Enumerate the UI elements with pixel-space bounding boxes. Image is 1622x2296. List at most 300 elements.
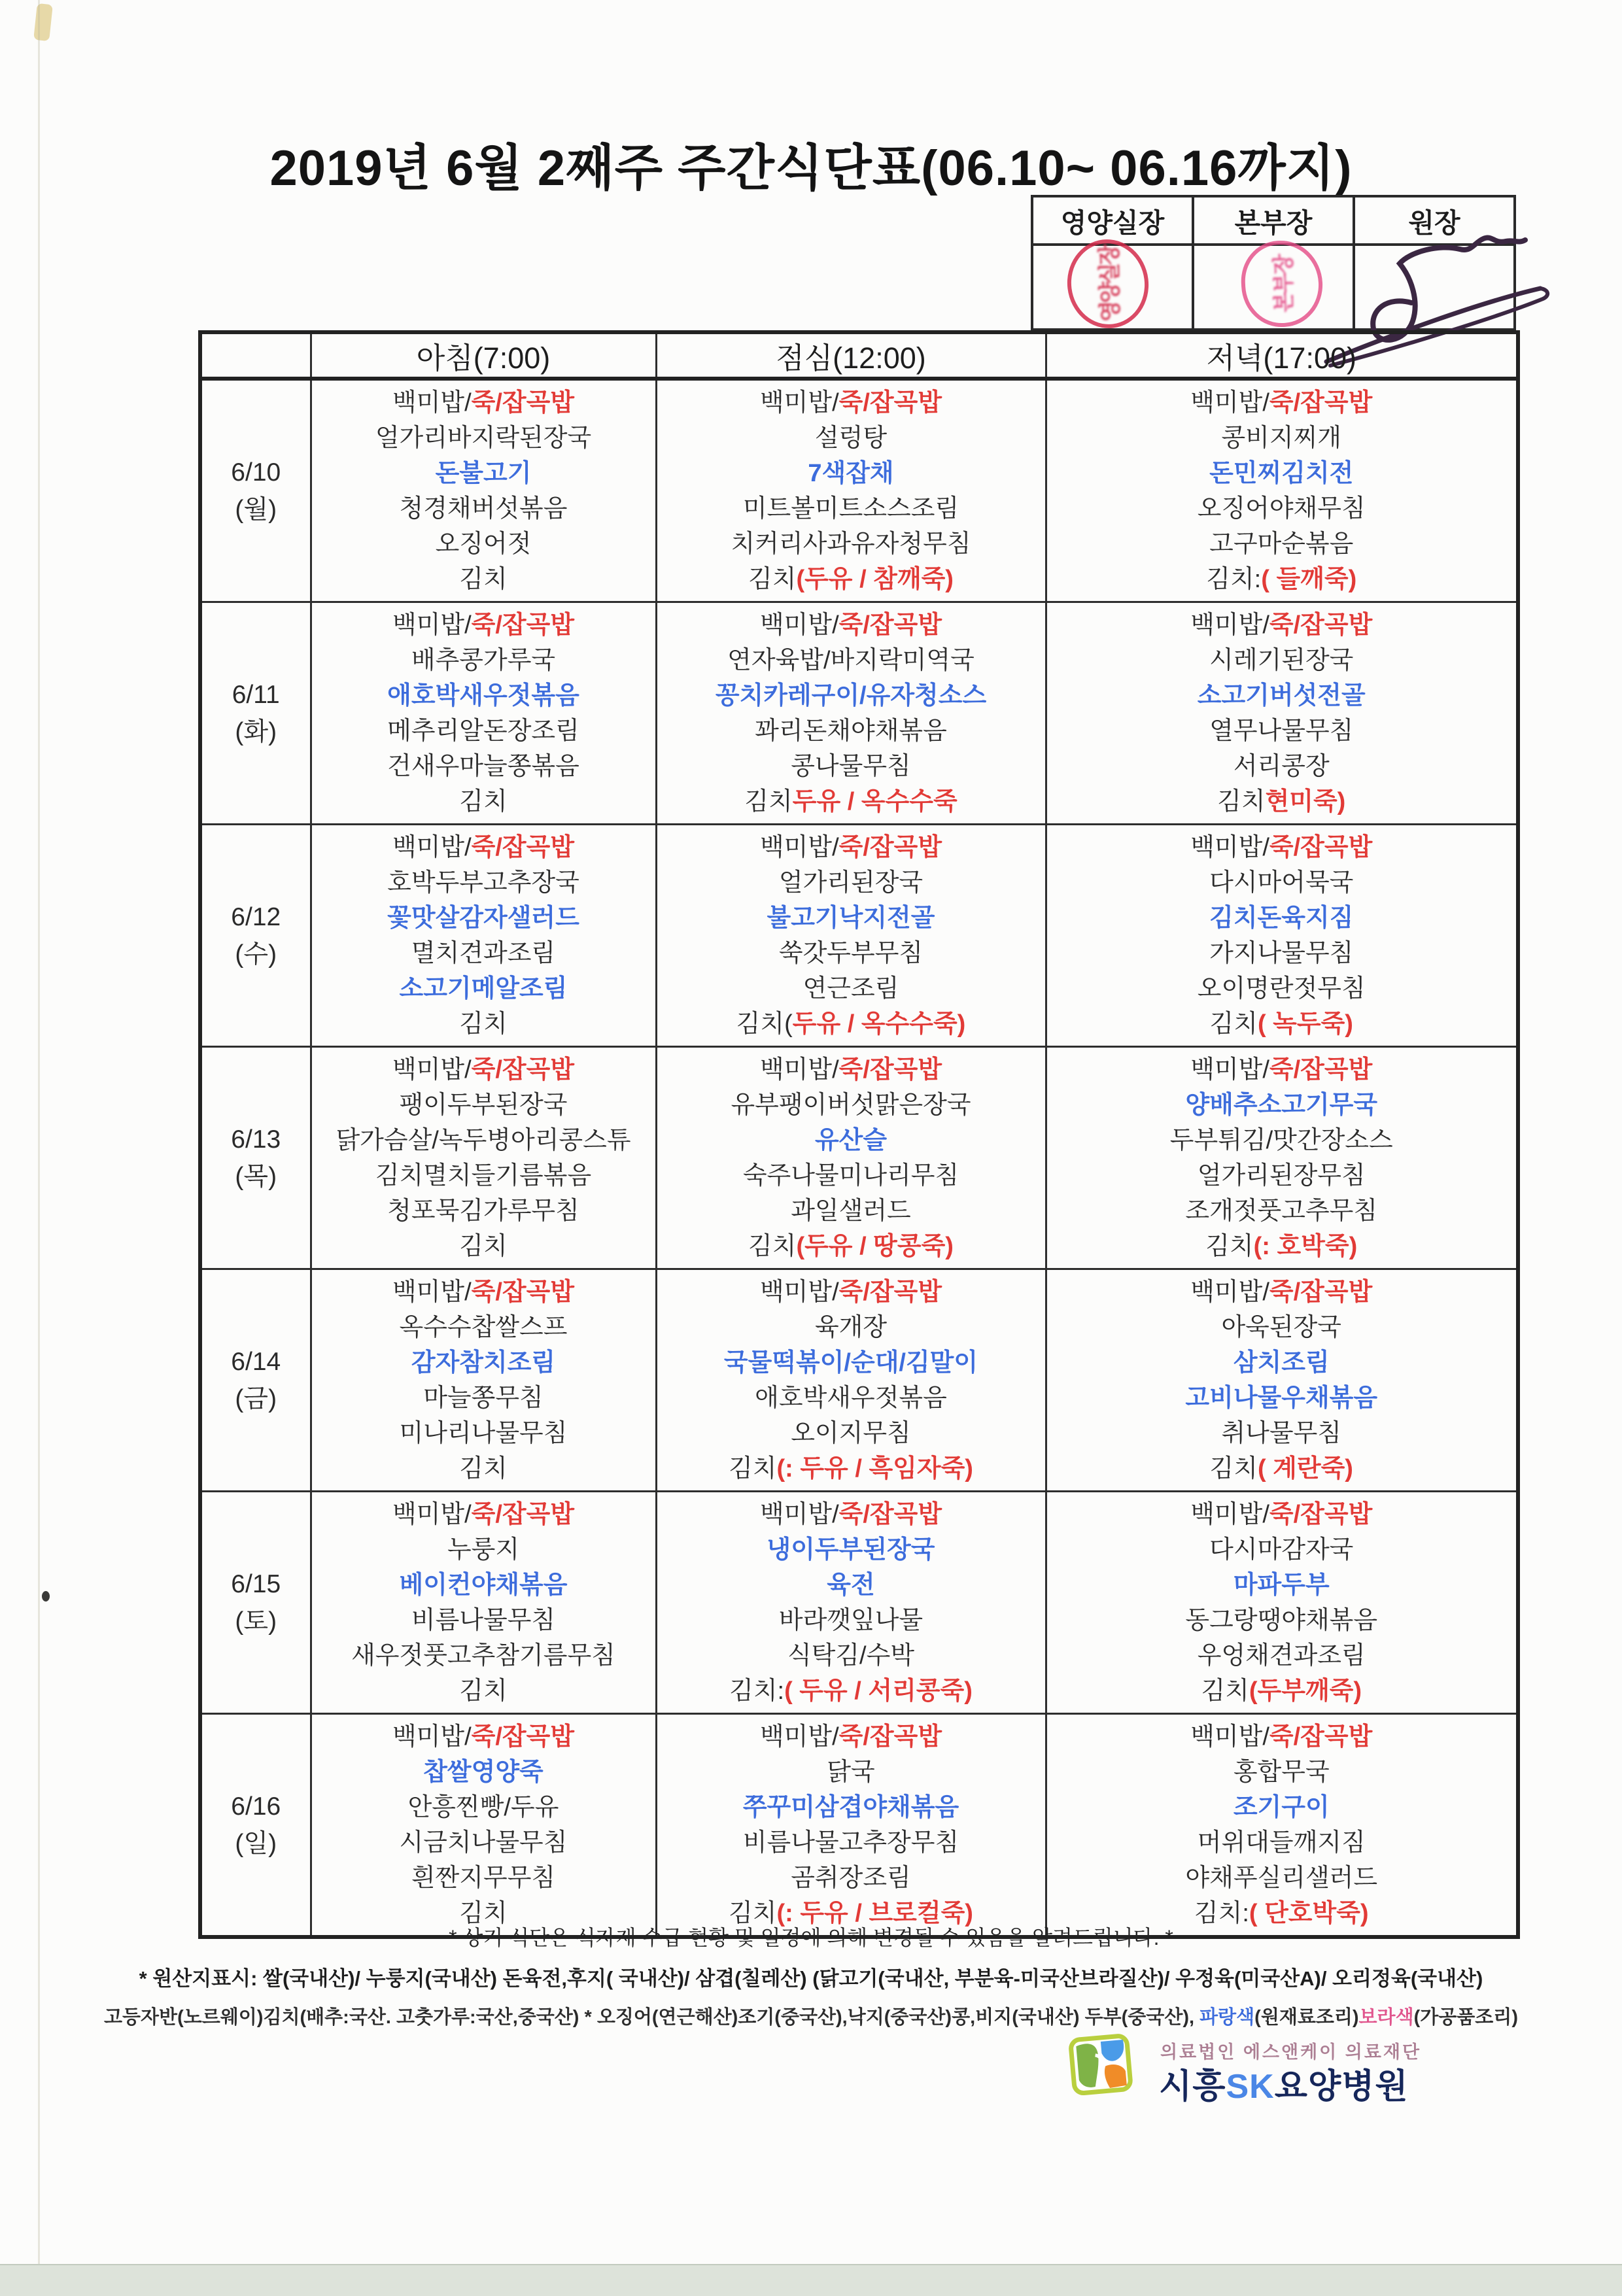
text-segment: 냉이두부된장국 [767,1535,935,1564]
text-segment: 김치 [459,1677,508,1705]
text-segment: 우엉채견과조림 [1197,1641,1366,1670]
meal-item [312,713,655,749]
text-segment: 백미밥/ [1190,1722,1269,1751]
meal-item [312,1123,655,1158]
text-segment: 흰짠지무무침 [411,1864,556,1892]
meal-item [1047,900,1517,936]
text-segment: 백미밥/ [759,1722,839,1751]
meal-item [1047,1568,1517,1603]
text-segment: 감자참치조림 [411,1348,556,1377]
meal-item [657,1275,1045,1310]
text-segment: 김치 [459,787,508,815]
text-segment: 돈민찌김치전 [1209,459,1354,487]
text-segment: (: 두유 / 브로컬죽) [776,1899,973,1927]
meal-item [312,830,655,865]
text-segment: 홍합무국 [1233,1758,1330,1786]
meal-item [312,1158,655,1193]
meal-item [312,1790,655,1825]
text-segment: 7색잡채 [808,459,894,487]
meal-item [1047,784,1517,819]
text-segment: 백미밥/ [759,388,839,417]
text-segment: 백미밥/ [392,1055,472,1084]
text-segment: 미트볼미트소스조림 [742,494,959,523]
dinner-cell [1046,602,1518,825]
text-segment: 육개장 [814,1313,888,1341]
text-segment: 오징어젓 [435,530,532,558]
text-segment: 김치 [1209,1454,1258,1482]
dinner-cell [1046,1269,1518,1492]
text-segment: 동그랑땡야채볶음 [1185,1606,1378,1634]
dinner-column-header: 저녁(17:00) [1046,332,1518,379]
meal-item [657,1860,1045,1896]
meal-item [657,1755,1045,1790]
text-segment: 숙주나물미나리무침 [742,1161,959,1190]
text-segment: (원재료조리) [1254,2007,1359,2028]
meal-item [657,784,1045,819]
meal-item [657,865,1045,900]
table-row [200,1714,1518,1938]
hospital-name [1159,2059,1409,2108]
meal-item [657,456,1045,491]
text-segment: 호박두부고추장국 [387,868,579,897]
text-segment: 다시마감자국 [1209,1535,1354,1564]
text-segment: 백미밥/ [759,1500,839,1528]
weekday-label: (일) [235,1829,277,1858]
dinner-cell [1046,379,1518,602]
text-segment: 두유 / 옥수수죽 [792,787,958,815]
meal-item [1047,1158,1517,1193]
weekday-label: (토) [235,1607,277,1636]
text-segment: 누룽지 [447,1535,520,1564]
text-segment: 김치 [459,1010,508,1038]
text-segment: 연자육밥/바지락미역국 [727,646,975,674]
date-label: 6/14 [231,1347,281,1376]
text-segment: 아욱된장국 [1221,1313,1342,1341]
text-segment: 백미밥/ [1190,611,1269,639]
text-segment: 새우젓풋고추참기름무침 [351,1641,615,1670]
meal-item [312,784,655,819]
meal-item [1047,526,1517,562]
text-segment: ( 단호박죽) [1249,1899,1369,1927]
text-segment: (두유 / 참깨죽) [796,565,954,593]
text-segment: (가공품조리) [1413,2007,1518,2028]
text-segment: 콩나물무침 [791,752,911,780]
text-segment: 다시마어묵국 [1209,868,1354,897]
meal-item [1047,1719,1517,1755]
text-segment: (두부깨죽) [1249,1677,1362,1705]
text-segment: 죽/잡곡밥 [471,611,575,639]
day-cell [200,379,311,602]
meal-item [312,1603,655,1638]
meal-item [1047,749,1517,784]
text-segment: 김치 [459,1899,508,1927]
meal-item [657,1088,1045,1123]
text-segment: 죽/잡곡밥 [838,388,942,417]
text-segment: 조개젓풋고추무침 [1185,1197,1378,1225]
meal-item [1047,713,1517,749]
text-segment: 김치돈육지짐 [1209,904,1354,932]
text-segment: 얼가리된장국 [778,868,923,897]
text-segment: 죽/잡곡밥 [1269,1055,1373,1084]
text-segment: 육전 [827,1571,875,1599]
meal-item [1047,1310,1517,1345]
meal-item [312,1673,655,1709]
meal-item [1047,491,1517,526]
date-label: 6/13 [231,1125,281,1154]
text-segment: 가지나물무침 [1209,939,1354,967]
text-segment: 시금치나물무침 [399,1828,568,1857]
text-segment: 죽/잡곡밥 [1269,611,1373,639]
text-segment: 김치 [1201,1677,1249,1705]
text-segment: 쑥갓두부무침 [778,939,923,967]
text-segment: 백미밥/ [392,1500,472,1528]
text-segment: 백미밥/ [759,611,839,639]
day-cell [200,825,311,1047]
meal-item [312,1310,655,1345]
text-segment: 김치 [729,1899,777,1927]
meal-item [657,1310,1045,1345]
text-segment: 현미죽) [1265,787,1346,815]
text-segment: 얼가리바지락된장국 [375,424,592,452]
meal-item [312,385,655,420]
breakfast-cell [311,1047,656,1269]
text-segment: 김치멸치들기름볶음 [375,1161,592,1190]
text-segment: 청포묵김가루무침 [387,1197,579,1225]
text-segment: ( 두유 / 서리콩죽) [784,1677,973,1705]
meal-item [657,1825,1045,1860]
meal-item [312,1860,655,1896]
meal-item [1047,1275,1517,1310]
text-segment: 죽/잡곡밥 [1269,833,1373,861]
meal-item [312,526,655,562]
text-segment: 애호박새우젓볶음 [387,681,579,710]
weekday-label: (화) [235,717,277,746]
meal-item [312,1532,655,1568]
text-segment: 죽/잡곡밥 [471,1055,575,1084]
text-segment: 돈불고기 [435,459,532,487]
text-segment: 죽/잡곡밥 [471,388,575,417]
text-segment: 김치 [1205,1232,1254,1260]
meal-item [1047,1673,1517,1709]
text-segment: 팽이두부된장국 [399,1091,568,1119]
day-column-header [200,332,311,379]
table-row [200,825,1518,1047]
meal-item [1047,1006,1517,1042]
breakfast-cell [311,1714,656,1938]
meal-item [657,971,1045,1006]
text-segment: 죽/잡곡밥 [838,833,942,861]
meal-item [1047,608,1517,643]
text-segment: 김치 [748,1232,797,1260]
meal-item [1047,1123,1517,1158]
text-segment: 김치: [729,1677,785,1705]
meal-item [312,1345,655,1380]
origin-footnote-line2 [0,2002,1622,2029]
lunch-column-header: 점심(12:00) [656,332,1046,379]
text-segment: 꽈리돈채야채볶음 [755,717,947,745]
text-segment: 죽/잡곡밥 [838,1722,942,1751]
text-segment: 백미밥/ [392,833,472,861]
meal-item [657,643,1045,678]
day-cell [200,1492,311,1714]
text-segment: 고비나물우채볶음 [1185,1384,1378,1412]
breakfast-cell [311,602,656,825]
text-segment: 김치 [748,565,797,593]
hospital-name-sk: SK [1226,2068,1275,2106]
text-segment: 김치: [1194,1899,1249,1927]
lunch-cell [656,1714,1046,1938]
meal-item [657,562,1045,597]
meal-item [312,420,655,456]
text-segment: 야채푸실리샐러드 [1185,1864,1378,1892]
text-segment: 고구마순볶음 [1209,530,1354,558]
text-segment: (: 호박죽) [1253,1232,1358,1260]
date-label: 6/11 [232,680,280,709]
meal-item [657,526,1045,562]
meal-item [312,1006,655,1042]
meal-item [657,1380,1045,1416]
text-segment: 비름나물무침 [411,1606,556,1634]
meal-item [657,749,1045,784]
meal-item [312,643,655,678]
text-segment: 유산슬 [814,1126,888,1154]
text-segment: 죽/잡곡밥 [1269,1722,1373,1751]
text-segment: 죽/잡곡밥 [1269,1500,1373,1528]
meal-item [312,749,655,784]
text-segment: 과일샐러드 [791,1197,911,1225]
text-segment: 바라깻잎나물 [778,1606,923,1634]
text-segment: 옥수수찹쌀스프 [399,1313,568,1341]
meal-item [1047,1345,1517,1380]
weekday-label: (목) [235,1162,277,1191]
meal-item [1047,1638,1517,1673]
meal-item [1047,456,1517,491]
text-segment: 죽/잡곡밥 [471,1278,575,1306]
meal-item [312,1825,655,1860]
meal-item [1047,1532,1517,1568]
approval-header-division-head: 본부장 [1193,196,1354,245]
text-segment: 백미밥/ [1190,1055,1269,1084]
meal-item [312,562,655,597]
date-label: 6/12 [231,902,281,931]
meal-item [657,1603,1045,1638]
meal-item [1047,1790,1517,1825]
meal-item [657,678,1045,713]
text-segment: 설렁탕 [814,424,888,452]
text-segment: 백미밥/ [759,833,839,861]
text-segment: 마늘쫑무침 [423,1384,544,1412]
meal-item [312,900,655,936]
text-segment: 얼가리된장무침 [1197,1161,1366,1190]
text-segment: 조기구이 [1233,1793,1330,1821]
text-segment: 백미밥/ [759,1278,839,1306]
meal-item [1047,385,1517,420]
hospital-name-suffix: 요양병원 [1274,2068,1409,2106]
meal-item [1047,1603,1517,1638]
day-cell [200,1269,311,1492]
text-segment: 백미밥/ [759,1055,839,1084]
text-segment: 열무나물무침 [1209,717,1354,745]
meal-item [657,1568,1045,1603]
text-segment: 비름나물고추장무침 [742,1828,959,1857]
text-segment: 죽/잡곡밥 [1269,388,1373,417]
meal-item [312,1088,655,1123]
meal-item [1047,1052,1517,1088]
text-segment: 보라색 [1358,2007,1414,2028]
text-segment: 마파두부 [1233,1571,1330,1599]
meal-item [1047,830,1517,865]
lunch-cell [656,379,1046,602]
text-segment: 곰취장조림 [791,1864,911,1892]
text-segment: 양배추소고기무국 [1185,1091,1378,1119]
meal-item [657,713,1045,749]
hospital-name-prefix: 시흥 [1159,2068,1226,2106]
dinner-cell [1046,1047,1518,1269]
text-segment: 백미밥/ [392,611,472,639]
text-segment: 멸치견과조림 [411,939,556,967]
breakfast-cell [311,1492,656,1714]
text-segment: (두유 / 땅콩죽) [796,1232,954,1260]
text-segment: 두유 / 옥수수죽) [792,1010,966,1038]
breakfast-cell [311,1269,656,1492]
meal-item [312,1229,655,1264]
text-segment: 청경채버섯볶음 [399,494,568,523]
meal-item [312,936,655,971]
text-segment: 죽/잡곡밥 [838,611,942,639]
meal-item [312,1497,655,1532]
text-segment: 김치 [1217,787,1266,815]
text-segment: 머위대들깨지짐 [1197,1828,1366,1857]
text-segment: 서리콩장 [1233,752,1330,780]
breakfast-cell [311,825,656,1047]
meal-item [657,936,1045,971]
meal-item [657,1006,1045,1042]
meal-item [657,1052,1045,1088]
text-segment: 김치 [744,787,793,815]
hospital-logo-icon [1067,2032,1135,2098]
meal-item [657,1451,1045,1486]
meal-item [312,1638,655,1673]
text-segment: 오징어야채무침 [1197,494,1366,523]
meal-item [657,1123,1045,1158]
text-segment: 오이지무침 [791,1419,911,1447]
text-segment: 김치 [459,565,508,593]
text-segment: 미나리나물무침 [399,1419,568,1447]
text-segment: 백미밥/ [392,388,472,417]
table-row [200,379,1518,602]
text-segment: (: 두유 / 흑임자죽) [776,1454,973,1482]
text-segment: 콩비지찌개 [1221,424,1342,452]
lunch-cell [656,1269,1046,1492]
meal-item [657,900,1045,936]
meal-item [312,971,655,1006]
dinner-cell [1046,1714,1518,1938]
text-segment: 백미밥/ [392,1278,472,1306]
text-segment: 백미밥/ [1190,1500,1269,1528]
text-segment: 식탁김/수박 [787,1641,915,1670]
meal-item [1047,1193,1517,1229]
weekday-label: (금) [235,1384,277,1413]
menu-header-row [200,332,1518,379]
table-row [200,602,1518,825]
text-segment: 두부튀김/맛간장소스 [1169,1126,1393,1154]
meal-item [1047,562,1517,597]
text-segment: 시레기된장국 [1209,646,1354,674]
text-segment: 치커리사과유자청무침 [731,530,971,558]
origin-footnote-line1: * 원산지표시: 쌀(국내산)/ 누룽지(국내산) 돈육전,후지( 국내산)/ 삼겹(칠레산) (닭고기(국내산, 부분육-미국산브라질산)/ 우정육(미국산A)/ 오리정육(국내산) [139,1967,1483,1990]
text-segment: 백미밥/ [1190,388,1269,417]
approval-header-nutrition-chief: 영양실장 [1032,196,1193,245]
meal-item [312,608,655,643]
meal-item [657,385,1045,420]
meal-item [312,1451,655,1486]
text-segment: 김치 [459,1454,508,1482]
meal-item [1047,1825,1517,1860]
breakfast-cell [311,379,656,602]
text-segment: 안흥찐빵/두유 [407,1793,559,1821]
table-row [200,1047,1518,1269]
meal-item [1047,865,1517,900]
seal-glyphs: 영양실장 [1097,245,1124,322]
meal-item [312,456,655,491]
meal-item [312,678,655,713]
foundation-name: 의료법인 에스앤케이 의료재단 [1160,2042,1422,2062]
meal-item [1047,678,1517,713]
date-label: 6/10 [231,458,281,487]
meal-item [657,1345,1045,1380]
lunch-cell [656,602,1046,825]
meal-item [312,1416,655,1451]
table-row [200,1269,1518,1492]
lunch-cell [656,1047,1046,1269]
meal-item [1047,1088,1517,1123]
text-segment: 메추리알돈장조림 [387,717,579,745]
weekday-label: (수) [235,940,277,968]
text-segment: 죽/잡곡밥 [1269,1278,1373,1306]
text-segment: 김치 [729,1454,777,1482]
day-cell [200,1047,311,1269]
meal-item [657,830,1045,865]
day-cell [200,602,311,825]
meal-item [1047,1380,1517,1416]
text-segment: 죽/잡곡밥 [471,833,575,861]
scan-ink-dot [42,1591,50,1602]
meal-item [1047,1497,1517,1532]
text-segment: 찹쌀영양죽 [423,1758,544,1786]
text-segment: 쭈꾸미삼겹야채볶음 [742,1793,959,1821]
text-segment: 국물떡볶이/순대/김말이 [723,1348,978,1377]
meal-item [1047,420,1517,456]
text-segment: 김치 [1209,1010,1258,1038]
hospital-logo [1067,2031,1538,2110]
text-segment: 김치( [736,1010,793,1038]
meal-item [657,1497,1045,1532]
text-segment: 백미밥/ [1190,833,1269,861]
text-segment: 꽃맛살감자샐러드 [387,904,579,932]
meal-item [1047,936,1517,971]
menu-table [198,330,1520,1939]
seal-glyphs: 본부장 [1270,255,1296,313]
meal-item [657,1719,1045,1755]
text-segment: 죽/잡곡밥 [471,1500,575,1528]
text-segment: 유부팽이버섯맑은장국 [731,1091,971,1119]
date-label: 6/16 [231,1792,281,1821]
text-segment: ( 녹두죽) [1257,1010,1353,1038]
text-segment: 김치 [459,1232,508,1260]
text-segment: 건새우마늘쫑볶음 [387,752,579,780]
text-segment: 꽁치카레구이/유자청소스 [715,681,987,710]
meal-item [657,1158,1045,1193]
